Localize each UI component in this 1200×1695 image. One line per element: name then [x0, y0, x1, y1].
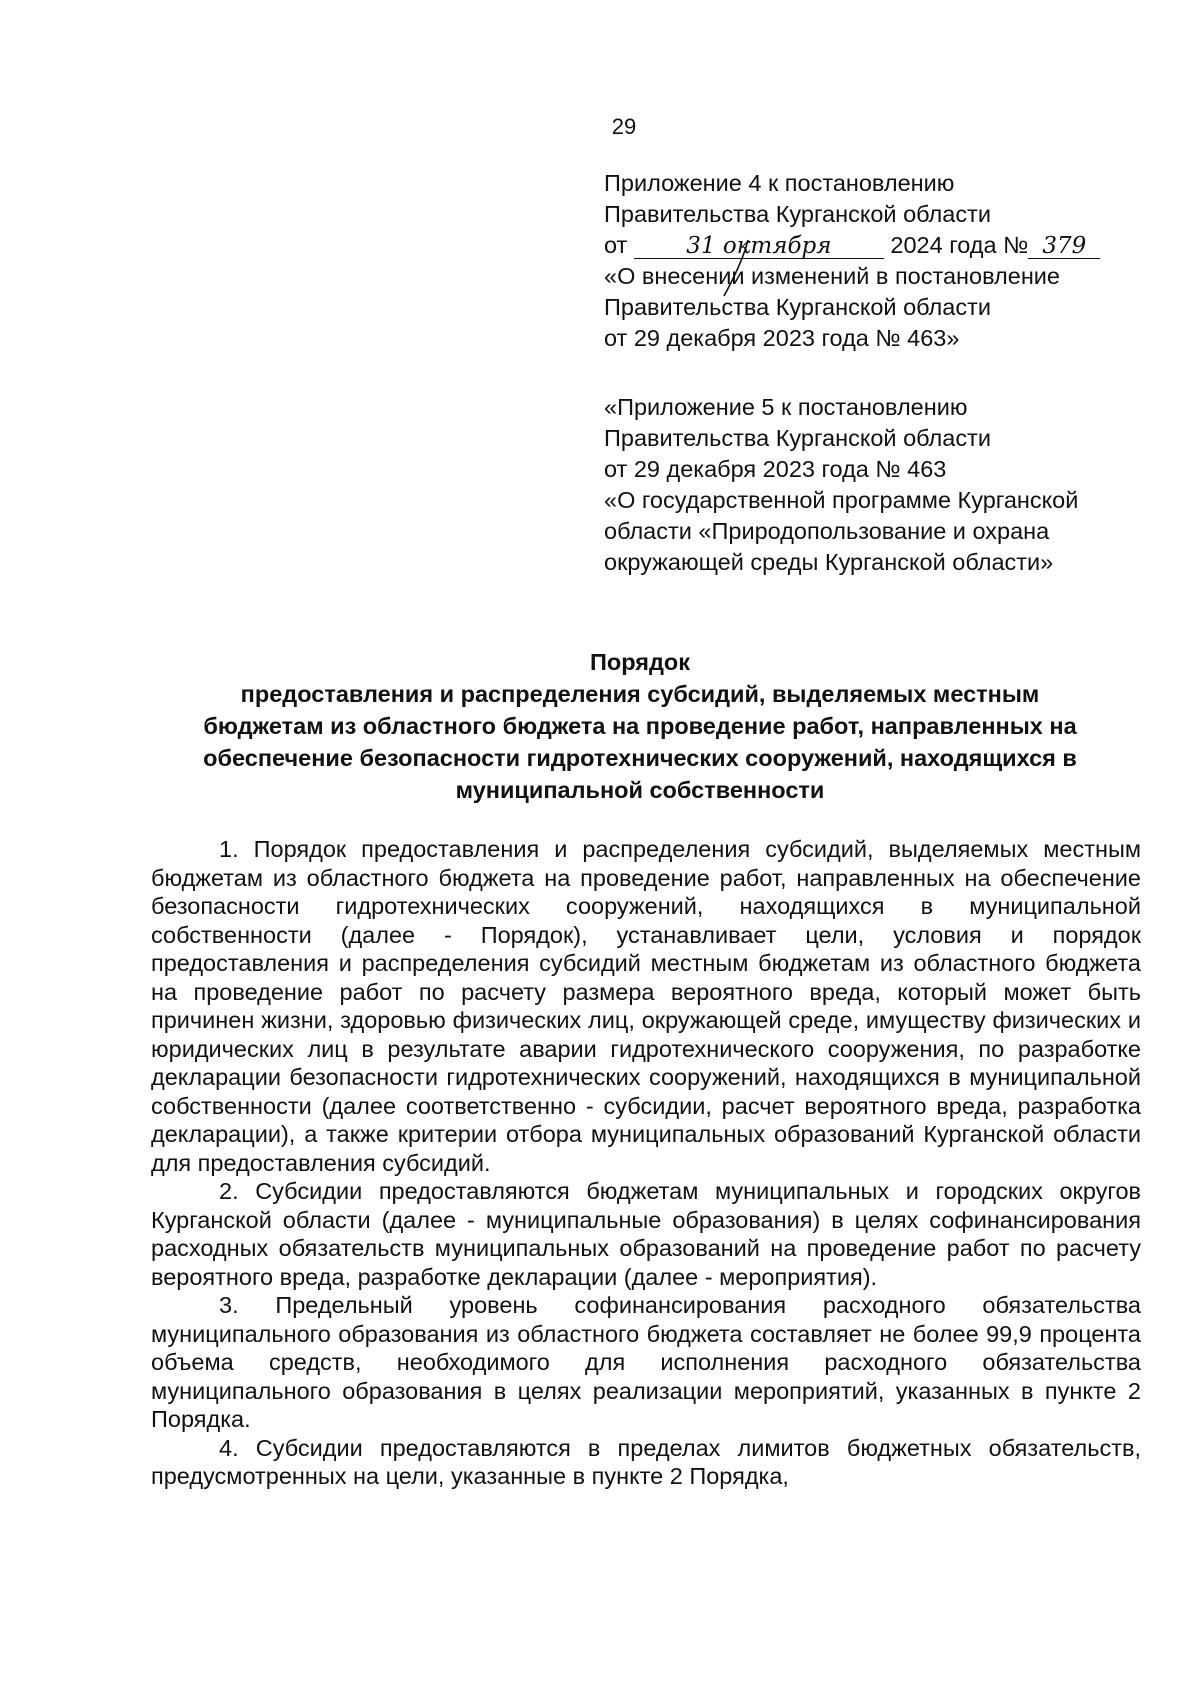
- approval-date-line: [604, 230, 1164, 261]
- approval-line: от 29 декабря 2023 года № 463: [604, 456, 947, 482]
- title-line: Порядок: [589, 649, 691, 675]
- approval-line: Приложение 4 к постановлению: [604, 170, 955, 196]
- title-line: обеспечение безопасности гидротехнических сооружений, находящихся в: [203, 745, 1077, 771]
- title-line: муниципальной собственности: [455, 777, 825, 803]
- approval-line: Правительства Курганской области: [604, 294, 991, 320]
- handwritten-date: 31 октября: [634, 234, 884, 259]
- date-prefix: от: [604, 232, 628, 258]
- title-line: предоставления и распределения субсидий, выделяемых местным: [240, 681, 1040, 707]
- approval-line: Правительства Курганской области: [604, 201, 991, 227]
- approval-line: «О внесении изменений в постановление: [604, 263, 1061, 289]
- paragraph-3: 3. Предельный уровень софинансирования расходного обязательства муниципального образования из областного бюджета составляет не более 99,9 процента объема средств, необходимого для исполнения расходного обязательства муниципального образования в целях реализации мероприятий, указанных в пункте 2 Порядка.: [151, 1292, 1141, 1432]
- paragraph-2: 2. Субсидии предоставляются бюджетам муниципальных и городских округов Курганской области (далее - муниципальные образования) в целях софинансирования расходных обязательств муниципальных образований на проведение работ по расчету вероятного вреда, разработке декларации (далее - мероприятия).: [151, 1178, 1141, 1290]
- paragraph-1: 1. Порядок предоставления и распределения субсидий, выделяемых местным бюджетам из областного бюджета на проведение работ, направленных на обеспечение безопасности гидротехнических сооружений, находящихся в муниципальной собственности (далее - Порядок), устанавливает цели, условия и порядок предоставления и распределения субсидий местным бюджетам из областного бюджета на проведение работ по расчету размера вероятного вреда, который может быть причинен жизни, здоровью физических лиц, окружающей среде, имуществу физических и юридических лиц в результате аварии гидротехнического сооружения, по разработке декларации безопасности гидротехнических сооружений, находящихся в муниципальной собственности (далее соответственно - субсидии, расчет вероятного вреда, разработка декларации), а также критерии отбора муниципальных образований Курганской области для предоставления субсидий.: [151, 836, 1141, 1176]
- title-line: бюджетам из областного бюджета на проведение работ, направленных на: [203, 713, 1077, 739]
- approval-block-amendment: [604, 168, 1164, 354]
- approval-line: окружающей среды Курганской области»: [604, 549, 1054, 575]
- approval-line: «Приложение 5 к постановлению: [604, 394, 968, 420]
- approval-line: «О государственной программе Курганской: [604, 487, 1079, 513]
- paragraph-4: 4. Субсидии предоставляются в пределах лимитов бюджетных обязательств, предусмотренных на цели, указанные в пункте 2 Порядка,: [151, 1434, 1141, 1489]
- approval-block-original: [604, 392, 1164, 578]
- approval-line: области «Природопользование и охрана: [604, 518, 1050, 544]
- document-body: [151, 835, 1141, 1491]
- document-title: [138, 646, 1142, 806]
- approval-line: от 29 декабря 2023 года № 463»: [604, 325, 960, 351]
- handwritten-number: 379: [1028, 234, 1100, 259]
- page-number: 29: [611, 114, 637, 139]
- pen-stroke-mark: [718, 238, 758, 300]
- approval-line: Правительства Курганской области: [604, 425, 991, 451]
- year-text: 2024 года №: [890, 232, 1029, 258]
